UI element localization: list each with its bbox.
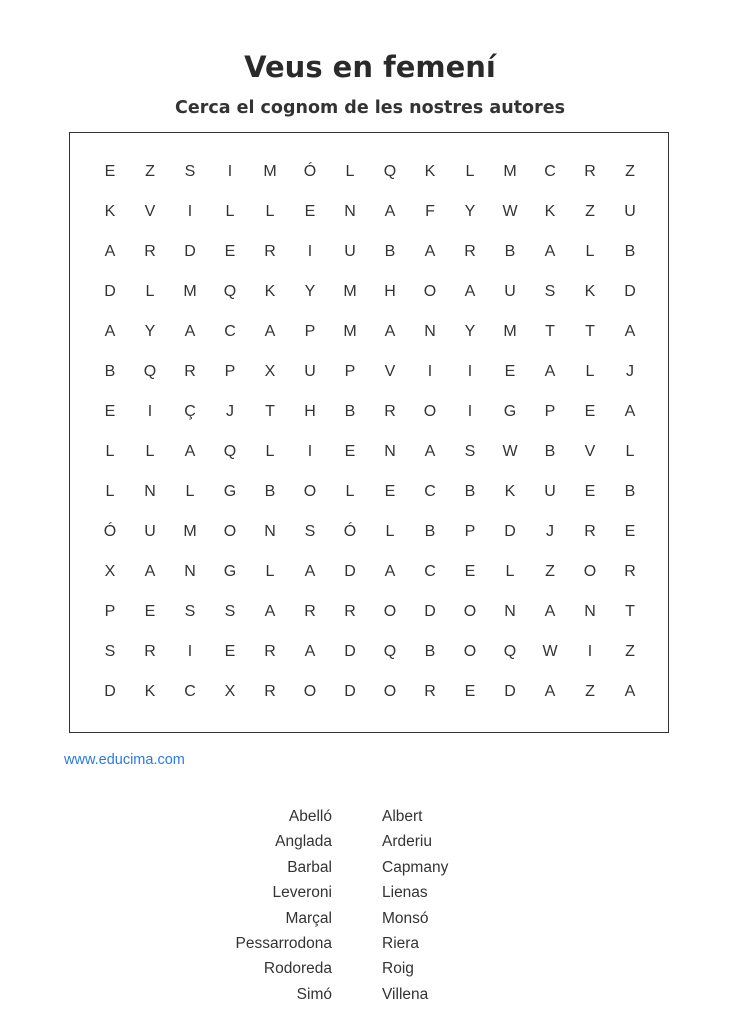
grid-cell[interactable]: U xyxy=(544,483,556,500)
grid-cell[interactable]: R xyxy=(264,683,276,700)
grid-cell[interactable]: D xyxy=(504,683,516,700)
grid-cell[interactable]: L xyxy=(185,483,195,500)
grid-cell[interactable]: I xyxy=(467,363,473,380)
grid-cell[interactable]: P xyxy=(544,403,556,420)
grid-cell[interactable]: M xyxy=(263,163,277,180)
grid-cell[interactable]: R xyxy=(584,163,596,180)
grid-cell[interactable]: P xyxy=(464,523,476,540)
word-list-item: Lienas xyxy=(382,884,428,902)
grid-cell[interactable]: K xyxy=(584,283,596,300)
grid-cell[interactable]: L xyxy=(585,363,595,380)
grid-cell[interactable]: Q xyxy=(143,363,157,380)
grid-cell[interactable]: Y xyxy=(464,203,476,220)
grid-cell[interactable]: D xyxy=(344,563,356,580)
grid-cell[interactable]: Q xyxy=(383,163,397,180)
grid-cell[interactable]: R xyxy=(264,643,276,660)
grid-cell[interactable]: Q xyxy=(223,283,237,300)
grid-cell[interactable]: O xyxy=(423,283,437,300)
grid-cell[interactable]: D xyxy=(184,243,196,260)
grid-cell[interactable]: C xyxy=(184,683,196,700)
grid-cell[interactable]: Z xyxy=(625,643,635,660)
grid-cell[interactable]: Q xyxy=(503,643,517,660)
grid-cell[interactable]: A xyxy=(624,323,636,340)
grid-cell[interactable]: K xyxy=(504,483,516,500)
grid-cell[interactable]: E xyxy=(224,643,236,660)
word-list-item: Pessarrodona xyxy=(235,934,332,952)
grid-cell[interactable]: E xyxy=(584,403,596,420)
grid-cell[interactable]: D xyxy=(344,683,356,700)
grid-cell[interactable]: T xyxy=(585,323,595,340)
word-list-item: Rodoreda xyxy=(263,960,332,978)
grid-cell[interactable]: R xyxy=(384,403,396,420)
grid-cell[interactable]: B xyxy=(104,363,116,380)
grid-cell[interactable]: Y xyxy=(144,323,156,340)
grid-cell[interactable]: Z xyxy=(625,163,635,180)
grid-cell[interactable]: A xyxy=(184,323,196,340)
grid-cell[interactable]: D xyxy=(504,523,516,540)
grid-cell[interactable]: R xyxy=(144,643,156,660)
grid-cell[interactable]: O xyxy=(383,603,397,620)
grid-cell[interactable]: L xyxy=(345,163,355,180)
grid-cell[interactable]: P xyxy=(344,363,356,380)
grid-cell[interactable]: O xyxy=(303,683,317,700)
grid-cell[interactable]: B xyxy=(624,483,636,500)
grid-cell[interactable]: S xyxy=(304,523,316,540)
grid-cell[interactable]: N xyxy=(584,603,596,620)
grid-cell[interactable]: A xyxy=(384,323,396,340)
grid-cell[interactable]: Ó xyxy=(343,523,357,540)
grid-cell[interactable]: A xyxy=(264,323,276,340)
grid-cell[interactable]: A xyxy=(464,283,476,300)
grid-cell[interactable]: M xyxy=(183,283,197,300)
grid-cell[interactable]: C xyxy=(424,563,436,580)
grid-cell[interactable]: X xyxy=(104,563,116,580)
word-list-item: Capmany xyxy=(382,858,449,876)
grid-cell[interactable]: N xyxy=(184,563,196,580)
grid-cell[interactable]: A xyxy=(544,243,556,260)
grid-cell[interactable]: R xyxy=(144,243,156,260)
grid-cell[interactable]: K xyxy=(544,203,556,220)
grid-cell[interactable]: C xyxy=(424,483,436,500)
grid-cell[interactable]: L xyxy=(145,283,155,300)
word-list-item: Albert xyxy=(382,808,423,825)
grid-cell[interactable]: I xyxy=(227,163,233,180)
grid-cell[interactable]: Ó xyxy=(103,523,117,540)
grid-cell[interactable]: I xyxy=(147,403,153,420)
grid-cell[interactable]: I xyxy=(187,203,193,220)
word-list-item: Barbal xyxy=(287,858,332,876)
grid-cell[interactable]: Y xyxy=(464,323,476,340)
grid-cell[interactable]: L xyxy=(385,523,395,540)
word-list-item: Abelló xyxy=(288,808,332,825)
grid-cell[interactable]: A xyxy=(264,603,276,620)
grid-cell[interactable]: S xyxy=(184,163,196,180)
grid-cell[interactable]: E xyxy=(224,243,236,260)
grid-cell[interactable]: L xyxy=(465,163,475,180)
grid-cell[interactable]: N xyxy=(424,323,436,340)
grid-cell[interactable]: M xyxy=(183,523,197,540)
grid-cell[interactable]: K xyxy=(104,203,116,220)
grid-cell[interactable]: O xyxy=(463,603,477,620)
grid-cell[interactable]: R xyxy=(424,683,436,700)
grid-cell[interactable]: R xyxy=(304,603,316,620)
grid-cell[interactable]: O xyxy=(583,563,597,580)
grid-cell[interactable]: E xyxy=(464,683,476,700)
grid-cell[interactable]: R xyxy=(584,523,596,540)
grid-cell[interactable]: A xyxy=(304,563,316,580)
grid-cell[interactable]: E xyxy=(304,203,316,220)
grid-cell[interactable]: E xyxy=(104,403,116,420)
grid-cell[interactable]: B xyxy=(504,243,516,260)
grid-cell[interactable]: R xyxy=(184,363,196,380)
grid-cell[interactable]: G xyxy=(223,563,237,580)
grid-cell[interactable]: A xyxy=(104,323,116,340)
grid-cell[interactable]: R xyxy=(344,603,356,620)
grid-cell[interactable]: A xyxy=(184,443,196,460)
grid-cell[interactable]: N xyxy=(264,523,276,540)
grid-cell[interactable]: Z xyxy=(545,563,555,580)
grid-cell[interactable]: E xyxy=(464,563,476,580)
grid-cell[interactable]: N xyxy=(384,443,396,460)
grid-cell[interactable]: E xyxy=(104,163,116,180)
grid-cell[interactable]: B xyxy=(384,243,396,260)
educima-link[interactable]: www.educima.com xyxy=(64,752,185,768)
grid-cell[interactable]: W xyxy=(502,203,518,220)
grid-cell[interactable]: E xyxy=(504,363,516,380)
grid-cell[interactable]: C xyxy=(544,163,556,180)
grid-cell[interactable]: O xyxy=(463,643,477,660)
grid-cell[interactable]: R xyxy=(624,563,636,580)
grid-cell[interactable]: L xyxy=(145,443,155,460)
grid-cell[interactable]: I xyxy=(307,443,313,460)
grid-cell[interactable]: G xyxy=(503,403,517,420)
page-subtitle: Cerca el cognom de les nostres autores xyxy=(174,98,566,118)
grid-cell[interactable]: B xyxy=(264,483,276,500)
word-list-item: Marçal xyxy=(285,909,332,927)
grid-cell[interactable]: O xyxy=(303,483,317,500)
grid-cell[interactable]: F xyxy=(425,203,435,220)
grid-cell[interactable]: B xyxy=(424,523,436,540)
grid-cell[interactable]: B xyxy=(464,483,476,500)
grid-cell[interactable]: J xyxy=(226,403,234,420)
grid-cell[interactable]: L xyxy=(345,483,355,500)
grid-cell[interactable]: M xyxy=(503,323,517,340)
grid-cell[interactable]: A xyxy=(104,243,116,260)
word-list-item: Arderiu xyxy=(382,833,432,851)
grid-cell[interactable]: M xyxy=(343,323,357,340)
grid-cell[interactable]: X xyxy=(224,683,236,700)
word-list-item: Monsó xyxy=(382,909,429,927)
grid-cell[interactable]: S xyxy=(544,283,556,300)
grid-cell[interactable]: L xyxy=(265,203,275,220)
grid-cell[interactable]: L xyxy=(625,443,635,460)
grid-cell[interactable]: L xyxy=(105,443,115,460)
grid-cell[interactable]: P xyxy=(304,323,316,340)
grid-cell[interactable]: A xyxy=(424,243,436,260)
grid-cell[interactable]: S xyxy=(104,643,116,660)
grid-cell[interactable]: L xyxy=(265,563,275,580)
grid-cell[interactable]: R xyxy=(264,243,276,260)
grid-cell[interactable]: B xyxy=(424,643,436,660)
grid-cell[interactable]: Ç xyxy=(184,403,196,420)
grid-cell[interactable]: R xyxy=(464,243,476,260)
grid-cell[interactable]: A xyxy=(384,563,396,580)
grid-cell[interactable]: T xyxy=(625,603,635,620)
grid-cell[interactable]: S xyxy=(184,603,196,620)
grid-cell[interactable]: E xyxy=(144,603,156,620)
grid-cell[interactable]: A xyxy=(544,603,556,620)
grid-cell[interactable]: Ó xyxy=(303,163,317,180)
grid-cell[interactable]: I xyxy=(587,643,593,660)
grid-cell[interactable]: L xyxy=(225,203,235,220)
grid-cell[interactable]: L xyxy=(505,563,515,580)
grid-cell[interactable]: N xyxy=(344,203,356,220)
grid-cell[interactable]: O xyxy=(383,683,397,700)
grid-cell[interactable]: D xyxy=(104,283,116,300)
grid-cell[interactable]: A xyxy=(384,203,396,220)
grid-cell[interactable]: A xyxy=(144,563,156,580)
word-list-right-column xyxy=(382,806,448,1009)
word-list-item: Leveroni xyxy=(272,884,332,902)
grid-cell[interactable]: D xyxy=(424,603,436,620)
grid-cell[interactable]: B xyxy=(624,243,636,260)
word-list-item: Simó xyxy=(296,985,332,1003)
grid-cell[interactable]: A xyxy=(424,443,436,460)
grid-cell[interactable]: K xyxy=(144,683,156,700)
grid-cell[interactable]: I xyxy=(427,363,433,380)
grid-cell[interactable]: U xyxy=(504,283,516,300)
grid-cell[interactable]: G xyxy=(223,483,237,500)
grid-cell[interactable]: N xyxy=(504,603,516,620)
grid-cell[interactable]: E xyxy=(384,483,396,500)
grid-cell[interactable]: L xyxy=(585,243,595,260)
grid-cell[interactable]: Z xyxy=(585,203,595,220)
grid-cell[interactable]: H xyxy=(304,403,316,420)
grid-cell[interactable]: A xyxy=(544,363,556,380)
grid-cell[interactable]: V xyxy=(144,203,156,220)
grid-cell[interactable]: U xyxy=(624,203,636,220)
grid-cell[interactable]: E xyxy=(584,483,596,500)
word-search-grid xyxy=(90,152,650,712)
grid-cell[interactable]: M xyxy=(503,163,517,180)
page-title: Veus en femení xyxy=(244,50,496,84)
word-list-left-column xyxy=(235,806,332,1009)
grid-cell[interactable]: A xyxy=(624,683,636,700)
grid-cell[interactable]: U xyxy=(304,363,316,380)
grid-cell[interactable]: Q xyxy=(383,643,397,660)
grid-cell[interactable]: V xyxy=(384,363,396,380)
grid-cell[interactable]: Y xyxy=(304,283,316,300)
word-list-item: Roig xyxy=(382,960,414,978)
grid-cell[interactable]: X xyxy=(264,363,276,380)
grid-cell[interactable]: U xyxy=(144,523,156,540)
grid-cell[interactable]: P xyxy=(224,363,236,380)
grid-cell[interactable]: B xyxy=(544,443,556,460)
grid-cell[interactable]: E xyxy=(344,443,356,460)
grid-cell[interactable]: K xyxy=(264,283,276,300)
grid-cell[interactable]: M xyxy=(343,283,357,300)
grid-cell[interactable]: L xyxy=(265,443,275,460)
grid-cell[interactable]: T xyxy=(545,323,555,340)
grid-cell[interactable]: S xyxy=(224,603,236,620)
grid-cell[interactable]: I xyxy=(187,643,193,660)
grid-cell[interactable]: D xyxy=(104,683,116,700)
grid-cell[interactable]: V xyxy=(584,443,596,460)
grid-cell[interactable]: W xyxy=(502,443,518,460)
word-list-item: Villena xyxy=(382,985,429,1003)
grid-cell[interactable]: Q xyxy=(223,443,237,460)
grid-cell[interactable]: O xyxy=(423,403,437,420)
grid-cell[interactable]: J xyxy=(626,363,634,380)
grid-cell[interactable]: L xyxy=(105,483,115,500)
grid-cell[interactable]: W xyxy=(542,643,558,660)
grid-cell[interactable]: T xyxy=(265,403,275,420)
grid-cell[interactable]: C xyxy=(224,323,236,340)
word-list-item: Riera xyxy=(382,934,420,952)
grid-cell[interactable]: I xyxy=(467,403,473,420)
grid-cell[interactable]: E xyxy=(624,523,636,540)
grid-cell[interactable]: Z xyxy=(585,683,595,700)
grid-cell[interactable]: A xyxy=(544,683,556,700)
grid-cell[interactable]: H xyxy=(384,283,396,300)
grid-cell[interactable]: P xyxy=(104,603,116,620)
grid-cell[interactable]: O xyxy=(223,523,237,540)
grid-cell[interactable]: I xyxy=(307,243,313,260)
grid-cell[interactable]: D xyxy=(344,643,356,660)
grid-cell[interactable]: J xyxy=(546,523,554,540)
grid-cell[interactable]: Z xyxy=(145,163,155,180)
grid-cell[interactable]: A xyxy=(624,403,636,420)
word-list-item: Anglada xyxy=(275,833,332,851)
grid-cell[interactable]: B xyxy=(344,403,356,420)
grid-cell[interactable]: D xyxy=(624,283,636,300)
grid-cell[interactable]: K xyxy=(424,163,436,180)
grid-cell[interactable]: U xyxy=(344,243,356,260)
grid-cell[interactable]: N xyxy=(144,483,156,500)
grid-cell[interactable]: S xyxy=(464,443,476,460)
grid-cell[interactable]: A xyxy=(304,643,316,660)
